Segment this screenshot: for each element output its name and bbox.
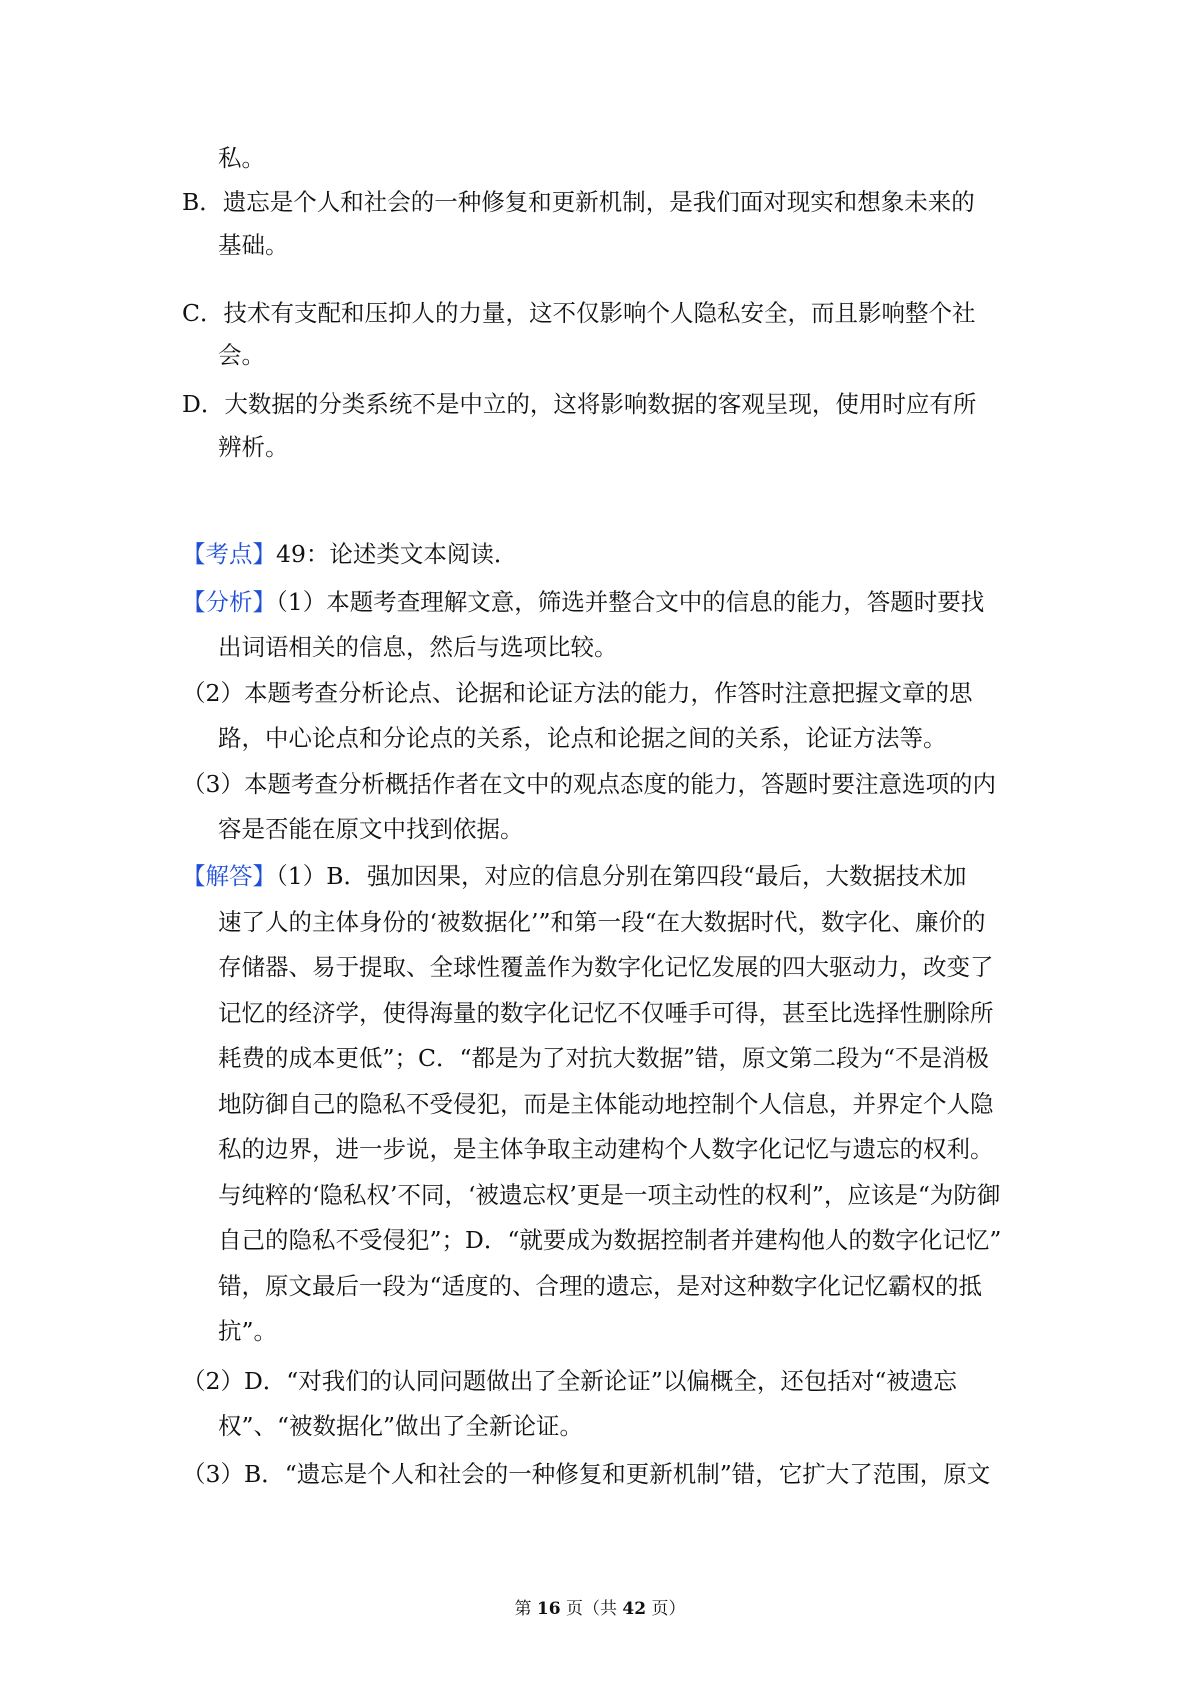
footer-page-number: 16 — [536, 1599, 561, 1619]
jieda-line: 与纯粹的‘隐私权’不同，‘被遗忘权’更是一项主动性的权利”，应该是“为防御 — [218, 1181, 1001, 1209]
jieda-line: 抗”。 — [218, 1317, 278, 1345]
footer-total-pages: 42 — [622, 1599, 647, 1619]
option-d-line2: 辨析。 — [218, 433, 289, 461]
kaodian-text: 49：论述类文本阅读． — [276, 540, 518, 568]
fenxi-line: 路，中心论点和分论点的关系，论点和论据之间的关系，论证方法等。 — [218, 724, 947, 752]
page-footer — [0, 1597, 1200, 1621]
option-c-line2: 会。 — [218, 341, 265, 369]
jieda-label: 【解答】 — [182, 862, 276, 890]
fenxi-label: 【分析】 — [182, 588, 276, 616]
jieda-line: 速了人的主体身份的‘被数据化’”和第一段“在大数据时代，数字化、廉价的 — [218, 908, 986, 936]
fenxi-line: 出词语相关的信息，然后与选项比较。 — [218, 633, 618, 661]
jieda-line: 错，原文最后一段为“适度的、合理的遗忘，是对这种数字化记忆霸权的抵 — [218, 1272, 983, 1300]
jieda-row — [182, 859, 966, 893]
option-a-tail: 私。 — [218, 144, 265, 172]
option-b-line2: 基础。 — [218, 231, 289, 259]
fenxi-line: （2）本题考查分析论点、论据和论证方法的能力，作答时注意把握文章的思 — [182, 679, 973, 707]
footer-prefix: 第 — [514, 1599, 532, 1619]
jieda-line: 地防御自己的隐私不受侵犯，而是主体能动地控制个人信息，并界定个人隐 — [218, 1090, 994, 1118]
fenxi-line: （1）本题考查理解文意，筛选并整合文中的信息的能力，答题时要找 — [276, 588, 985, 616]
option-d-line1: D．大数据的分类系统不是中立的，这将影响数据的客观呈现，使用时应有所 — [182, 390, 977, 418]
jieda-line: （2）D．“对我们的认同问题做出了全新论证”以偏概全，还包括对“被遗忘 — [182, 1367, 957, 1395]
jieda-line: （3）B．“遗忘是个人和社会的一种修复和更新机制”错，它扩大了范围，原文 — [182, 1460, 991, 1488]
kaodian-row — [182, 537, 517, 571]
option-b-line1: B．遗忘是个人和社会的一种修复和更新机制，是我们面对现实和想象未来的 — [182, 188, 975, 216]
jieda-line: 记忆的经济学，使得海量的数字化记忆不仅唾手可得，甚至比选择性删除所 — [218, 999, 994, 1027]
fenxi-row — [182, 585, 984, 619]
fenxi-line: （3）本题考查分析概括作者在文中的观点态度的能力，答题时要注意选项的内 — [182, 770, 996, 798]
option-c-line1: C．技术有支配和压抑人的力量，这不仅影响个人隐私安全，而且影响整个社 — [182, 299, 976, 327]
jieda-line: 自己的隐私不受侵犯”；D．“就要成为数据控制者并建构他人的数字化记忆” — [218, 1226, 1002, 1254]
jieda-line: 私的边界，进一步说，是主体争取主动建构个人数字化记忆与遗忘的权利。 — [218, 1135, 994, 1163]
kaodian-label: 【考点】 — [182, 540, 276, 568]
fenxi-line: 容是否能在原文中找到依据。 — [218, 815, 524, 843]
footer-suffix: 页） — [651, 1599, 686, 1619]
footer-mid: 页（共 — [566, 1599, 617, 1619]
jieda-line: （1）B．强加因果，对应的信息分别在第四段“最后，大数据技术加 — [276, 862, 967, 890]
jieda-line: 权”、“被数据化”做出了全新论证。 — [218, 1412, 584, 1440]
jieda-line: 耗费的成本更低”；C．“都是为了对抗大数据”错，原文第二段为“不是消极 — [218, 1044, 990, 1072]
jieda-line: 存储器、易于提取、全球性覆盖作为数字化记忆发展的四大驱动力，改变了 — [218, 953, 994, 981]
